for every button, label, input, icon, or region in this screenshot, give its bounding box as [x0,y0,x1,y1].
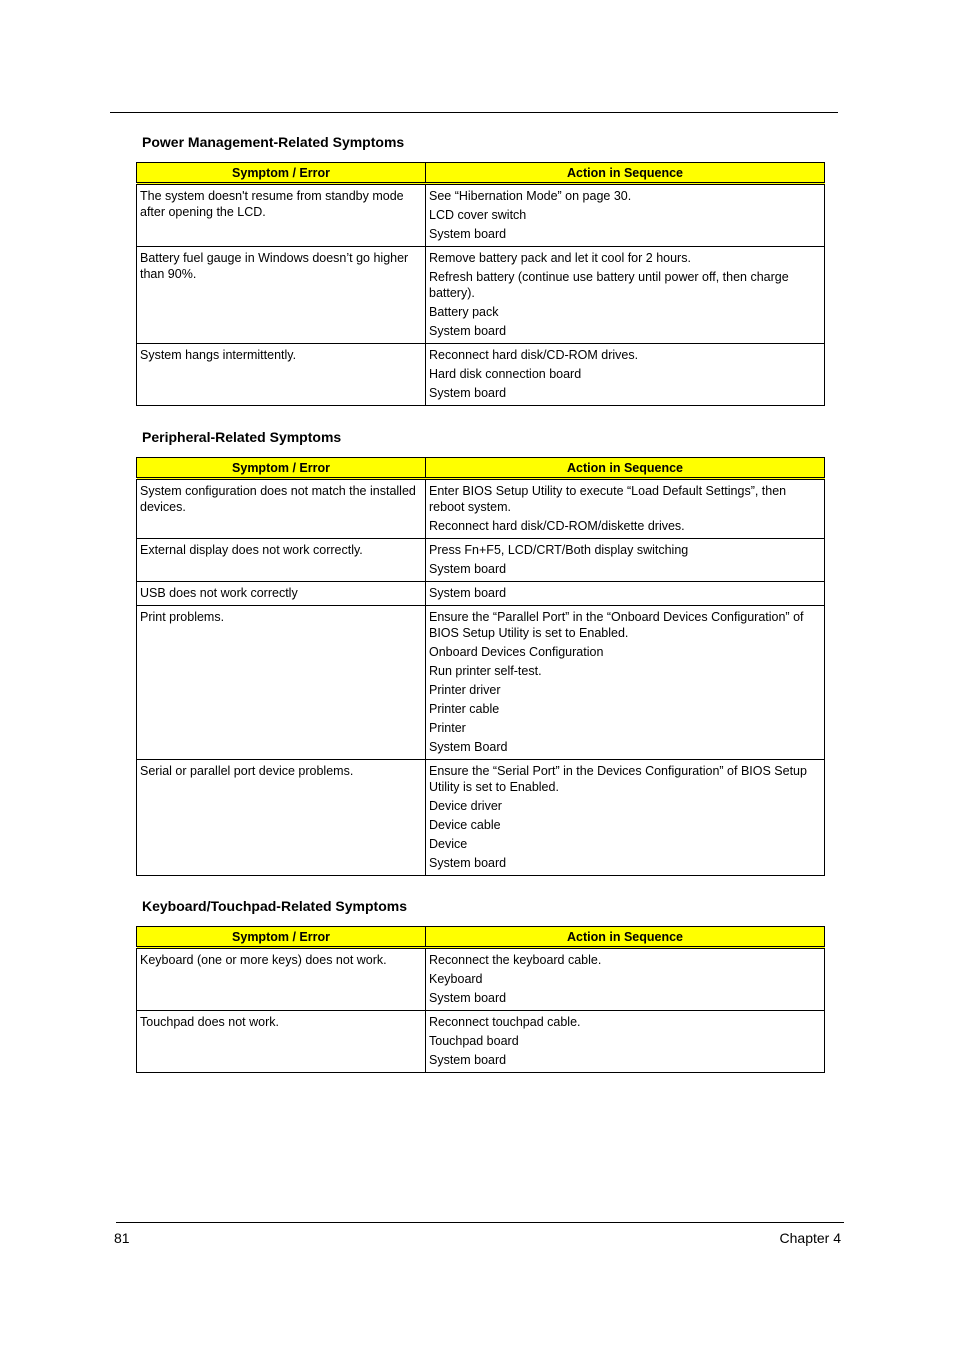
chapter-label: Chapter 4 [779,1230,841,1246]
table-header-row [137,458,825,479]
header-symptom: Symptom / Error [137,458,426,479]
action-step: Printer [429,721,466,735]
symptom-cell: External display does not work correctly. [137,539,426,582]
power-symptoms-table [136,162,825,406]
table-row [137,184,825,247]
symptom-cell: System configuration does not match the installed devices. [137,479,426,539]
table-row [137,247,825,344]
action-step: Device [429,837,468,851]
symptom-cell: System hangs intermittently. [137,344,426,406]
table-row [137,582,825,606]
section-title-keyboard: Keyboard/Touchpad-Related Symptoms [142,898,408,914]
action-step: Keyboard [429,972,483,986]
action-step: Reconnect hard disk/CD-ROM/diskette drives. [429,519,685,533]
header-action: Action in Sequence [426,458,825,479]
action-step: Ensure the “Serial Port” in the Devices Configuration” of BIOS Setup Utility is set to Enabled. [429,764,807,794]
header-action: Action in Sequence [426,163,825,184]
action-cell [426,539,825,582]
action-step: Remove battery pack and let it cool for 2 hours. [429,251,691,265]
action-step: Printer cable [429,702,500,716]
section-title-peripheral: Peripheral-Related Symptoms [142,429,342,445]
action-step: Touchpad board [429,1034,519,1048]
action-step: Battery pack [429,305,499,319]
action-step: System board [429,586,507,600]
action-step: System board [429,324,507,338]
action-step: Reconnect the keyboard cable. [429,953,602,967]
table-row [137,606,825,760]
action-step: Reconnect touchpad cable. [429,1015,581,1029]
header-action: Action in Sequence [426,927,825,948]
symptom-cell: Battery fuel gauge in Windows doesn’t go higher than 90%. [137,247,426,344]
bottom-rule [116,1222,844,1223]
action-step: Reconnect hard disk/CD-ROM drives. [429,348,639,362]
action-step: Printer driver [429,683,501,697]
action-cell [426,184,825,247]
section-title-power: Power Management-Related Symptoms [142,134,405,150]
action-step: Press Fn+F5, LCD/CRT/Both display switching [429,543,689,557]
action-step: See “Hibernation Mode” on page 30. [429,189,632,203]
top-rule [110,112,838,113]
table-header-row [137,927,825,948]
table-row [137,539,825,582]
peripheral-symptoms-table [136,457,825,876]
action-cell [426,948,825,1011]
action-step: Enter BIOS Setup Utility to execute “Load Default Settings”, then reboot system. [429,484,787,514]
table-row [137,344,825,406]
symptom-cell: USB does not work correctly [137,582,426,606]
action-step: Device cable [429,818,501,832]
action-step: Onboard Devices Configuration [429,645,604,659]
table-row [137,1011,825,1073]
action-step: Device driver [429,799,502,813]
symptom-cell: Serial or parallel port device problems. [137,760,426,876]
action-cell [426,247,825,344]
symptom-cell: Touchpad does not work. [137,1011,426,1073]
action-step: LCD cover switch [429,208,527,222]
table-row [137,760,825,876]
action-step: Hard disk connection board [429,367,582,381]
action-cell [426,479,825,539]
action-step: System board [429,386,507,400]
action-step: System board [429,562,507,576]
action-step: System board [429,227,507,241]
symptom-cell: Keyboard (one or more keys) does not work. [137,948,426,1011]
table-row [137,479,825,539]
keyboard-symptoms-table [136,926,825,1073]
table-header-row [137,163,825,184]
symptom-cell: The system doesn't resume from standby mode after opening the LCD. [137,184,426,247]
action-step: Refresh battery (continue use battery until power off, then charge battery). [429,270,789,300]
action-step: System Board [429,740,508,754]
action-cell [426,760,825,876]
action-step: System board [429,856,507,870]
page-number: 81 [114,1230,130,1246]
action-cell [426,1011,825,1073]
action-step: System board [429,1053,507,1067]
action-step: Ensure the “Parallel Port” in the “Onboard Devices Configuration” of BIOS Setup Utility is set to Enabled. [429,610,804,640]
action-step: System board [429,991,507,1005]
action-cell [426,582,825,606]
table-row [137,948,825,1011]
header-symptom: Symptom / Error [137,163,426,184]
action-step: Run printer self-test. [429,664,542,678]
header-symptom: Symptom / Error [137,927,426,948]
action-cell [426,344,825,406]
symptom-cell: Print problems. [137,606,426,760]
action-cell [426,606,825,760]
